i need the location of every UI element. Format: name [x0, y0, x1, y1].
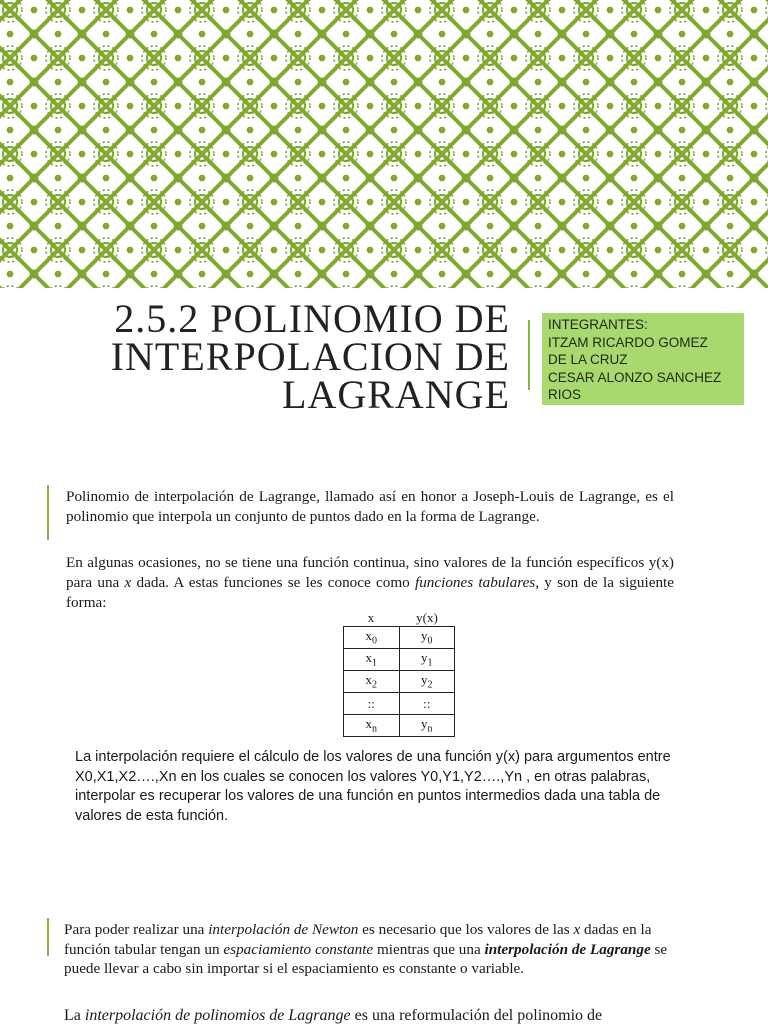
table-row	[344, 627, 455, 649]
table-row	[344, 715, 455, 737]
table-row	[344, 649, 455, 671]
newton-vs-lagrange-paragraph: Para poder realizar una interpolación de Newton es necesario que los valores de las x dadas en la función tabular tengan un espaciamiento constante mientras que una interpolación de Lagrange se puede llevar a cabo sin importar si el espaciamiento es constante o variable.	[64, 921, 668, 978]
table-grid	[343, 626, 455, 737]
decorative-header-pattern	[0, 0, 768, 288]
table-row	[344, 693, 455, 715]
paragraph-accent-line	[47, 485, 49, 540]
title-line-2: INTERPOLACION DE	[110, 334, 510, 379]
table-header	[343, 610, 455, 626]
members-box	[542, 313, 744, 405]
table-cell-x: ::	[344, 693, 400, 715]
table-header-y: y(x)	[416, 610, 438, 625]
table-cell-x: $x_1$	[344, 649, 400, 671]
title-line-1: 2.5.2 POLINOMIO DE	[114, 296, 510, 341]
table-cell-x: $x_n$	[344, 715, 400, 737]
lagrange-reformulation-paragraph: La interpolación de polinomios de Lagrange es una reformulación del polinomio de	[64, 1007, 603, 1024]
table-cell-y: $y_2$	[399, 671, 455, 693]
title-line-3: LAGRANGE	[282, 372, 510, 417]
table-cell-y: ::	[399, 693, 455, 715]
table-cell-x: $x_2$	[344, 671, 400, 693]
title-divider	[528, 320, 530, 390]
member-1-line-1: ITZAM RICARDO GOMEZ	[548, 334, 708, 350]
table-cell-y: $y_1$	[399, 649, 455, 671]
table-cell-y: $y_n$	[399, 715, 455, 737]
paragraph-accent-line	[47, 918, 49, 956]
tabular-function-table	[343, 610, 455, 737]
table-cell-x: $x_0$	[344, 627, 400, 649]
member-1-line-2: DE LA CRUZ	[548, 352, 628, 367]
member-2-line-1: CESAR ALONZO SANCHEZ	[548, 369, 722, 385]
interpolation-definition-paragraph: La interpolación requiere el cálculo de los valores de una función y(x) para argumentos entre X0,X1,X2….,Xn en los cuales se conocen los valores Y0,Y1,Y2….,Yn , en otras palabras, interpolar es recuperar los valores de una función en puntos intermedios dada una tabla de valores de esta función.	[75, 749, 671, 824]
table-cell-y: $y_0$	[399, 627, 455, 649]
page-title	[40, 296, 510, 417]
member-2-line-2: RIOS	[548, 387, 582, 402]
tabular-functions-paragraph: En algunas ocasiones, no se tiene una función continua, sino valores de la función específicos y(x) para una x dada. A estas funciones se les conoce como funciones tabulares, y son de la siguiente forma:	[66, 554, 674, 611]
table-header-x: x	[367, 610, 375, 625]
table-row	[344, 671, 455, 693]
intro-paragraph: Polinomio de interpolación de Lagrange, llamado así en honor a Joseph-Louis de Lagrange, es el polinomio que interpola un conjunto de puntos dado en la forma de Lagrange.	[66, 488, 674, 525]
funciones-tabulares-term: funciones tabulares	[414, 574, 536, 591]
members-heading: INTEGRANTES:	[548, 317, 648, 332]
